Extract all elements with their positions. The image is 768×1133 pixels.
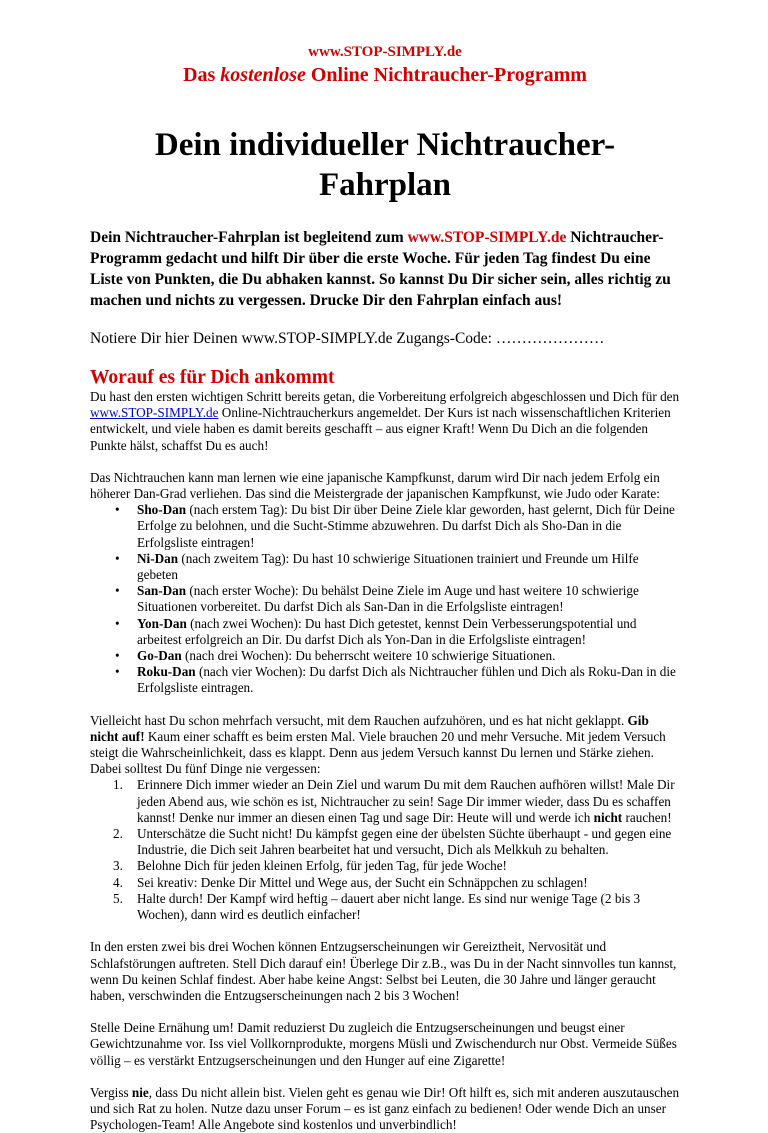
list-number: 2. [113,826,123,842]
intro-site-link[interactable]: www.STOP-SIMPLY.de [407,229,567,246]
para3-text-2: Kaum einer schafft es beim ersten Mal. Viele brauchen 20 und mehr Versuche. Mit jedem Versuch steigt die Wahrscheinlichkeit, dass es klappt. Denn aus jedem Versuch kannst Du lernen und Stärke ziehen. Dabei solltest Du fünf Dinge nie vergessen: [90,728,666,777]
list-item [115,550,680,583]
list-item [115,615,680,648]
tip-text-end: rauchen! [622,809,672,825]
list-number: 4. [113,874,123,890]
intro-text-1: Dein Nichtraucher-Fahrplan ist begleitend zum [90,229,408,246]
list-number: 3. [113,858,123,874]
list-item [113,874,680,891]
paragraph-withdrawal: In den ersten zwei bis drei Wochen können Entzugserscheinungen wir Gereiztheit, Nervosität und Schlafstörungen auftreten. Stell Dich darauf ein! Überlege Dir z.B., was Du in der Nacht sinnvolles tun kannst, wenn Du keinen Schlaf findest. Aber habe keine Angst: Selbst bei Leuten, die 30 Jahre und länger geraucht haben, verschwinden die Entzugserscheinungen nach 2 bis 3 Wochen! [90,939,677,1003]
bullet-icon: • [115,664,120,680]
list-number: 5. [113,890,123,906]
paragraph-registration [90,389,680,454]
subtitle-emphasis: kostenlose [220,64,306,86]
list-item [115,583,680,615]
site-url-header[interactable]: www.STOP-SIMPLY.de [308,44,462,60]
para3-text-1: Vielleicht hast Du schon mehrfach versucht, mit dem Rauchen aufzuhören, und es hat nicht geklappt. [90,712,628,728]
para1-text-1: Du hast den ersten wichtigen Schritt bereits getan, die Vorbereitung erfolgreich abgeschlossen und Dich für den [90,389,680,404]
tip-text: Erinnere Dich immer wieder an Dein Ziel und warum Du mit dem Rauchen aufhören willst! Male Dir jeden Abend aus, wie schön es ist, Nichtraucher zu sein! Sage Dir immer wieder, dass Du es schaffen kannst! Denke nur immer an diesen einen Tag und sage Dir: Heute will und werde ich [137,777,675,825]
dan-text: (nach erster Woche): Du behälst Deine Ziele im Auge und hast weitere 10 schwierige Situationen vorbereitet. Du darfst Dich als San-Dan in die Erfolgsliste eintragen! [137,583,639,615]
dan-text: (nach vier Wochen): Du darfst Dich als Nichtraucher fühlen und Dich als Roku-Dan in die Erfolgsliste eintragen. [137,664,676,696]
bullet-icon: • [115,648,120,664]
dan-name: Ni-Dan [137,550,179,566]
list-item [115,648,680,664]
dan-name: Yon-Dan [137,615,187,631]
subtitle-pre: Das [183,64,221,86]
list-item [115,502,680,551]
dan-name: Go-Dan [137,648,182,664]
dan-name: Sho-Dan [137,502,187,518]
paragraph-nutrition: Stelle Deine Ernähung um! Damit reduzierst Du zugleich die Entzugserscheinungen und beugst einer Gewichtzunahme vor. Iss viel Vollkornprodukte, morgens Müsli und Zwischendurch nur Obst. Vermeide Süßes völlig – es verstärkt Entzugserscheinungen und den Hunger auf eine Zigarette! [90,1020,677,1068]
para6-bold: nie [131,1084,149,1100]
para1-text-2: Online-Nichtraucherkurs angemeldet. Der Kurs ist nach wissenschaftlichen Kriterien entwickelt, und viele haben es damit bereits geschafft – aus eigner Kraft! Wenn Du Dich an die folgenden Punkte hälst, schaffst Du es auch! [90,405,671,453]
para6-text-1: Vergiss [90,1084,132,1100]
tip-text: Belohne Dich für jeden kleinen Erfolg, für jeden Tag, für jede Woche! [137,858,507,874]
bullet-icon: • [115,583,120,599]
page-title: Dein individueller Nichtraucher-Fahrplan [154,127,616,203]
list-item [113,858,680,874]
para3-bold: Gib nicht auf! [90,712,649,744]
intro-text-2: Nichtraucher-Programm gedacht und hilft Dir über die erste Woche. Für jeden Tag findest Du eine Liste von Punkten, die Du abhaken kannst. So kannst Du Dir sicher sein, alles richtig zu machen und nichts zu vergessen. Drucke Dir den Fahrplan einfach aus! [90,229,671,309]
subtitle-post: Online Nichtraucher-Programm [305,64,587,86]
dan-name: Roku-Dan [137,664,196,680]
dan-text: (nach drei Wochen): Du beherrscht weitere 10 schwierige Situationen. [181,648,556,664]
tips-list [90,777,680,923]
para6-text-2: , dass Du nicht allein bist. Vielen geht es genau wie Dir! Oft hilft es, sich mit anderen auszutauschen und sich Rat zu holen. Nutze dazu unser Forum – es ist ganz einfach zu bedienen! Oder wende Dich an unser Psychologen-Team! Alle Angebote sind kostenlos und unverbindlich! [90,1084,680,1133]
course-link[interactable]: www.STOP-SIMPLY.de [90,405,219,421]
list-number: 1. [113,777,123,793]
paragraph-dont-give-up [90,713,680,778]
tip-text: Unterschätze die Sucht nicht! Du kämpfst gegen eine der übelsten Süchte überhaupt - und gegen eine Industrie, die Dich seit Jahren bearbeitet hat und versucht, Dich als Melkkuh zu behalten. [137,826,672,858]
dan-grade-list [90,502,680,696]
dan-name: San-Dan [137,583,187,599]
bullet-icon: • [115,550,120,566]
list-item [113,826,680,858]
paragraph-support [90,1085,680,1133]
program-subtitle [90,63,680,87]
tip-text: Halte durch! Der Kampf wird heftig – dauert aber nicht lange. Es sind nur wenige Tage (2 bis 3 Wochen), dann wird es deutlich einfacher! [137,890,641,923]
bullet-icon: • [115,615,120,631]
list-item [113,777,680,826]
dan-text: (nach zweitem Tag): Du hast 10 schwierige Situationen trainiert und Freunde um Hilfe gebeten [137,550,639,583]
access-code-line: Notiere Dir hier Deinen www.STOP-SIMPLY.de Zugangs-Code: ………………… [90,330,605,347]
intro-paragraph [90,227,680,311]
list-item [113,890,680,923]
bullet-icon: • [115,502,120,518]
tip-bold: nicht [593,809,623,825]
dan-text: (nach erstem Tag): Du bist Dir über Deine Ziele klar geworden, hast gelernt, Dich für Deine Erfolge zu belohnen, und die Sucht-Stimme abzuwehren. Du darfst Dich als Sho-Dan in die Erfolgsliste eintragen! [137,502,675,550]
tip-text: Sei kreativ: Denke Dir Mittel und Wege aus, der Sucht ein Schnäppchen zu schlagen! [137,874,588,890]
section-heading: Worauf es für Dich ankommt [90,367,335,388]
list-item [115,664,680,696]
paragraph-dan-intro: Das Nichtrauchen kann man lernen wie eine japanische Kampfkunst, darum wird Dir nach jedem Erfolg ein höherer Dan-Grad verliehen. Das sind die Meistergrade der japanischen Kampfkunst, wie Judo oder Karate: [90,469,660,502]
dan-text: (nach zwei Wochen): Du hast Dich getestet, kennst Dein Verbesserungspotential und arbeitest erfolgreich an Dir. Du darfst Dich als Yon-Dan in die Erfolgsliste eintragen! [137,615,637,647]
